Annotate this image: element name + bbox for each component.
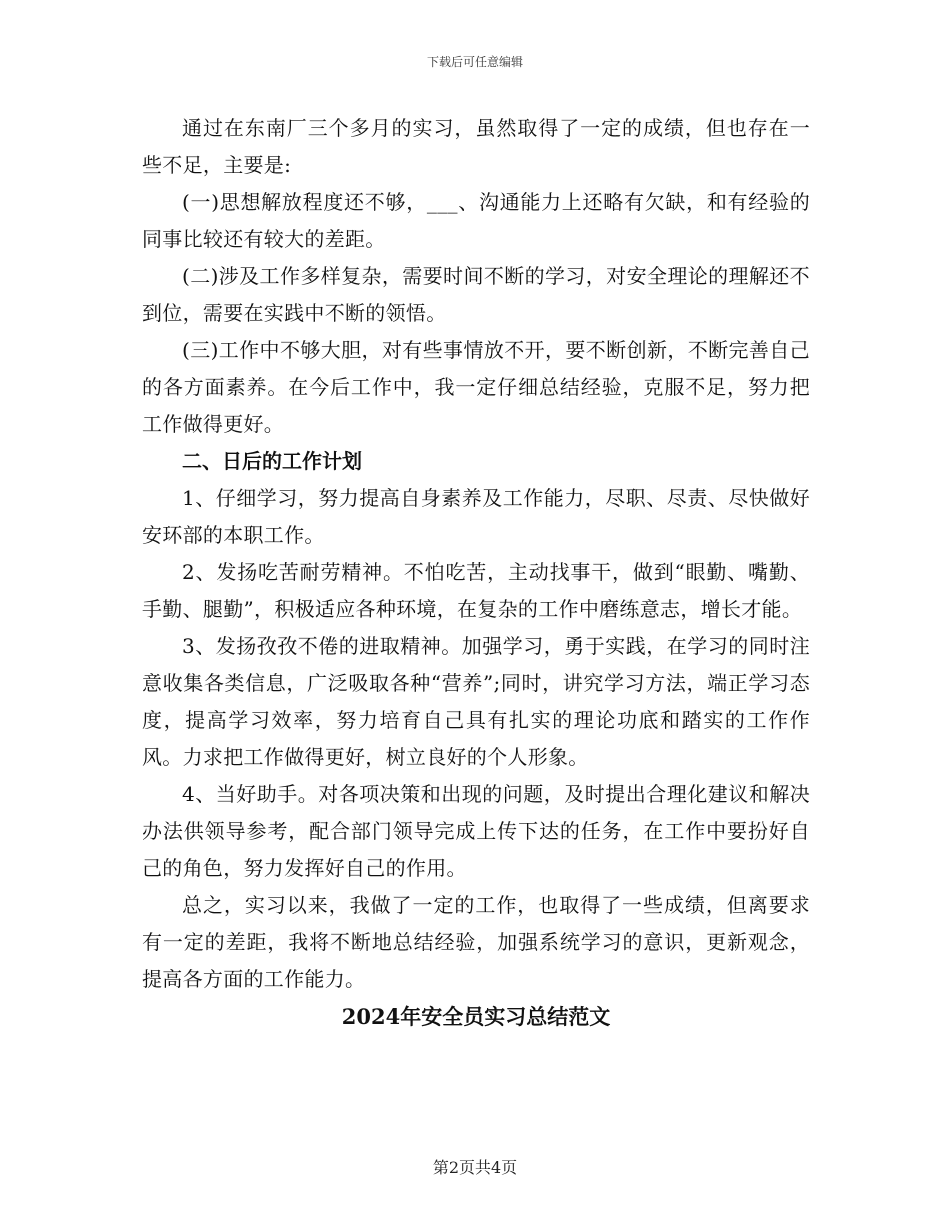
document-body — [142, 110, 810, 1035]
page-number-footer: 第2页共4页 — [432, 1158, 518, 1177]
plan-item-3: 3、发扬孜孜不倦的进取精神。加强学习，勇于实践，在学习的同时注意收集各类信息，广泛吸取各种“营养”;同时，讲究学习方法，端正学习态度，提高学习效率，努力培育自己具有扎实的理论功底和踏实的工作作风。力求把工作做得更好，树立良好的个人形象。 — [142, 634, 810, 769]
paragraph-conclusion: 总之，实习以来，我做了一定的工作，也取得了一些成绩，但离要求有一定的差距，我将不断地总结经验，加强系统学习的意识，更新观念，提高各方面的工作能力。 — [142, 893, 810, 991]
next-document-title: 2024年安全员实习总结范文 — [341, 1004, 611, 1029]
paragraph-shortcoming-2: (二)涉及工作多样复杂，需要时间不断的学习，对安全理论的理解还不到位，需要在实践中不断的领悟。 — [142, 264, 810, 325]
paragraph-shortcoming-3: (三)工作中不够大胆，对有些事情放不开，要不断创新，不断完善自己的各方面素养。在今后工作中，我一定仔细总结经验，克服不足，努力把工作做得更好。 — [142, 338, 810, 436]
plan-item-2: 2、发扬吃苦耐劳精神。不怕吃苦，主动找事干，做到“眼勤、嘴勤、手勤、腿勤”，积极适应各种环境，在复杂的工作中磨练意志，增长才能。 — [142, 560, 810, 621]
paragraph-intro: 通过在东南厂三个多月的实习，虽然取得了一定的成绩，但也存在一些不足，主要是: — [142, 116, 810, 177]
paragraph-shortcoming-1: (一)思想解放程度还不够，___、沟通能力上还略有欠缺，和有经验的同事比较还有较大的差距。 — [142, 190, 810, 251]
section-heading-work-plan: 二、日后的工作计划 — [182, 449, 362, 473]
page-header: 下载后可任意编辑 — [426, 55, 523, 69]
plan-item-1: 1、仔细学习，努力提高自身素养及工作能力，尽职、尽责、尽快做好安环部的本职工作。 — [142, 486, 810, 547]
plan-item-4: 4、当好助手。对各项决策和出现的问题，及时提出合理化建议和解决办法供领导参考，配合部门领导完成上传下达的任务，在工作中要扮好自己的角色，努力发挥好自己的作用。 — [142, 782, 810, 880]
